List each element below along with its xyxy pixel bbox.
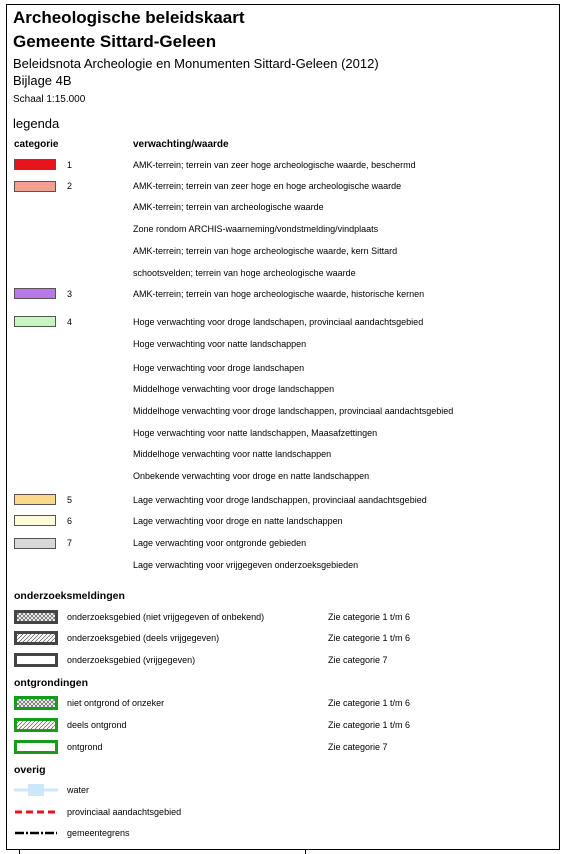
research-item-reference: Zie categorie 1 t/m 6: [328, 612, 411, 622]
appendix-label: Bijlage 4B: [13, 73, 72, 88]
research-area-partial-symbol: [14, 631, 58, 645]
research-item-label: onderzoeksgebied (vrijgegeven): [67, 655, 196, 665]
category-swatch-5: [14, 494, 56, 505]
category-description: Lage verwachting voor droge landschappen, provinciaal aandachtsgebied: [133, 495, 427, 505]
category-number: 1: [67, 160, 73, 170]
category-description: Onbekende verwachting voor droge en natte landschappen: [133, 471, 370, 481]
category-description: AMK-terrein; terrein van zeer hoge en hoge archeologische waarde: [133, 181, 402, 191]
policy-subtitle: Beleidsnota Archeologie en Monumenten Sittard-Geleen (2012): [13, 56, 379, 71]
legend-heading: legenda: [13, 116, 60, 131]
category-swatch-2: [14, 181, 56, 192]
research-area-released-symbol: [14, 653, 58, 667]
category-description: schootsvelden; terrein van hoge archeologische waarde: [133, 268, 356, 278]
research-item-label: onderzoeksgebied (deels vrijgegeven): [67, 633, 220, 643]
category-description: Hoge verwachting voor natte landschappen: [133, 339, 307, 349]
category-description: Lage verwachting voor droge en natte landschappen: [133, 516, 343, 526]
category-description: Middelhoge verwachting voor droge landschappen, provinciaal aandachtsgebied: [133, 406, 454, 416]
research-item-reference: Zie categorie 7: [328, 655, 388, 665]
category-number: 7: [67, 538, 73, 548]
category-description: Lage verwachting voor ontgronde gebieden: [133, 538, 307, 548]
frame-tick: [19, 850, 20, 854]
research-area-undisclosed-symbol: [14, 610, 58, 624]
category-description: Middelhoge verwachting voor natte landschappen: [133, 449, 332, 459]
provincial-attention-line-symbol: [14, 805, 58, 819]
category-description: AMK-terrein; terrein van zeer hoge archeologische waarde, beschermd: [133, 160, 416, 170]
partially-excavated-symbol: [14, 718, 58, 732]
category-description: Lage verwachting voor vrijgegeven onderzoeksgebieden: [133, 560, 359, 570]
category-description: Hoge verwachting voor droge landschapen: [133, 363, 305, 373]
category-number: 3: [67, 289, 73, 299]
category-description: Middelhoge verwachting voor droge landschappen: [133, 384, 335, 394]
municipal-boundary-line-symbol: [14, 826, 58, 840]
excavation-item-reference: Zie categorie 1 t/m 6: [328, 698, 411, 708]
category-description: AMK-terrein; terrein van hoge archeologische waarde, kern Sittard: [133, 246, 398, 256]
category-description: Hoge verwachting voor natte landschappen, Maasafzettingen: [133, 428, 378, 438]
category-swatch-4: [14, 316, 56, 327]
category-column-header: categorie: [14, 139, 59, 150]
category-number: 4: [67, 317, 73, 327]
other-item-label: water: [67, 785, 90, 795]
research-item-label: onderzoeksgebied (niet vrijgegeven of onbekend): [67, 612, 265, 622]
research-reports-heading: onderzoeksmeldingen: [14, 590, 125, 602]
category-number: 2: [67, 181, 73, 191]
category-swatch-7: [14, 538, 56, 549]
excavation-item-reference: Zie categorie 7: [328, 742, 388, 752]
category-swatch-1: [14, 159, 56, 170]
category-swatch-3: [14, 288, 56, 299]
water-symbol: [14, 782, 58, 798]
category-description: AMK-terrein; terrein van archeologische waarde: [133, 202, 324, 212]
category-number: 5: [67, 495, 73, 505]
category-description: Hoge verwachting voor droge landschapen, provinciaal aandachtsgebied: [133, 317, 424, 327]
expectation-column-header: verwachting/waarde: [133, 139, 229, 150]
municipality-title: Gemeente Sittard-Geleen: [13, 32, 217, 51]
scale-label: Schaal 1:15.000: [13, 94, 86, 105]
other-item-label: provinciaal aandachtsgebied: [67, 807, 182, 817]
excavation-item-label: ontgrond: [67, 742, 103, 752]
category-description: AMK-terrein; terrein van hoge archeologische waarde, historische kernen: [133, 289, 425, 299]
category-swatch-6: [14, 515, 56, 526]
category-description: Zone rondom ARCHIS-waarneming/vondstmelding/vindplaats: [133, 224, 379, 234]
excavation-item-label: deels ontgrond: [67, 720, 127, 730]
not-excavated-symbol: [14, 696, 58, 710]
other-item-label: gemeentegrens: [67, 828, 130, 838]
category-number: 6: [67, 516, 73, 526]
research-item-reference: Zie categorie 1 t/m 6: [328, 633, 411, 643]
frame-tick: [305, 850, 306, 854]
excavated-symbol: [14, 740, 58, 754]
excavations-heading: ontgrondingen: [14, 677, 89, 689]
map-title: Archeologische beleidskaart: [13, 8, 245, 27]
other-heading: overig: [14, 764, 46, 776]
excavation-item-reference: Zie categorie 1 t/m 6: [328, 720, 411, 730]
excavation-item-label: niet ontgrond of onzeker: [67, 698, 165, 708]
